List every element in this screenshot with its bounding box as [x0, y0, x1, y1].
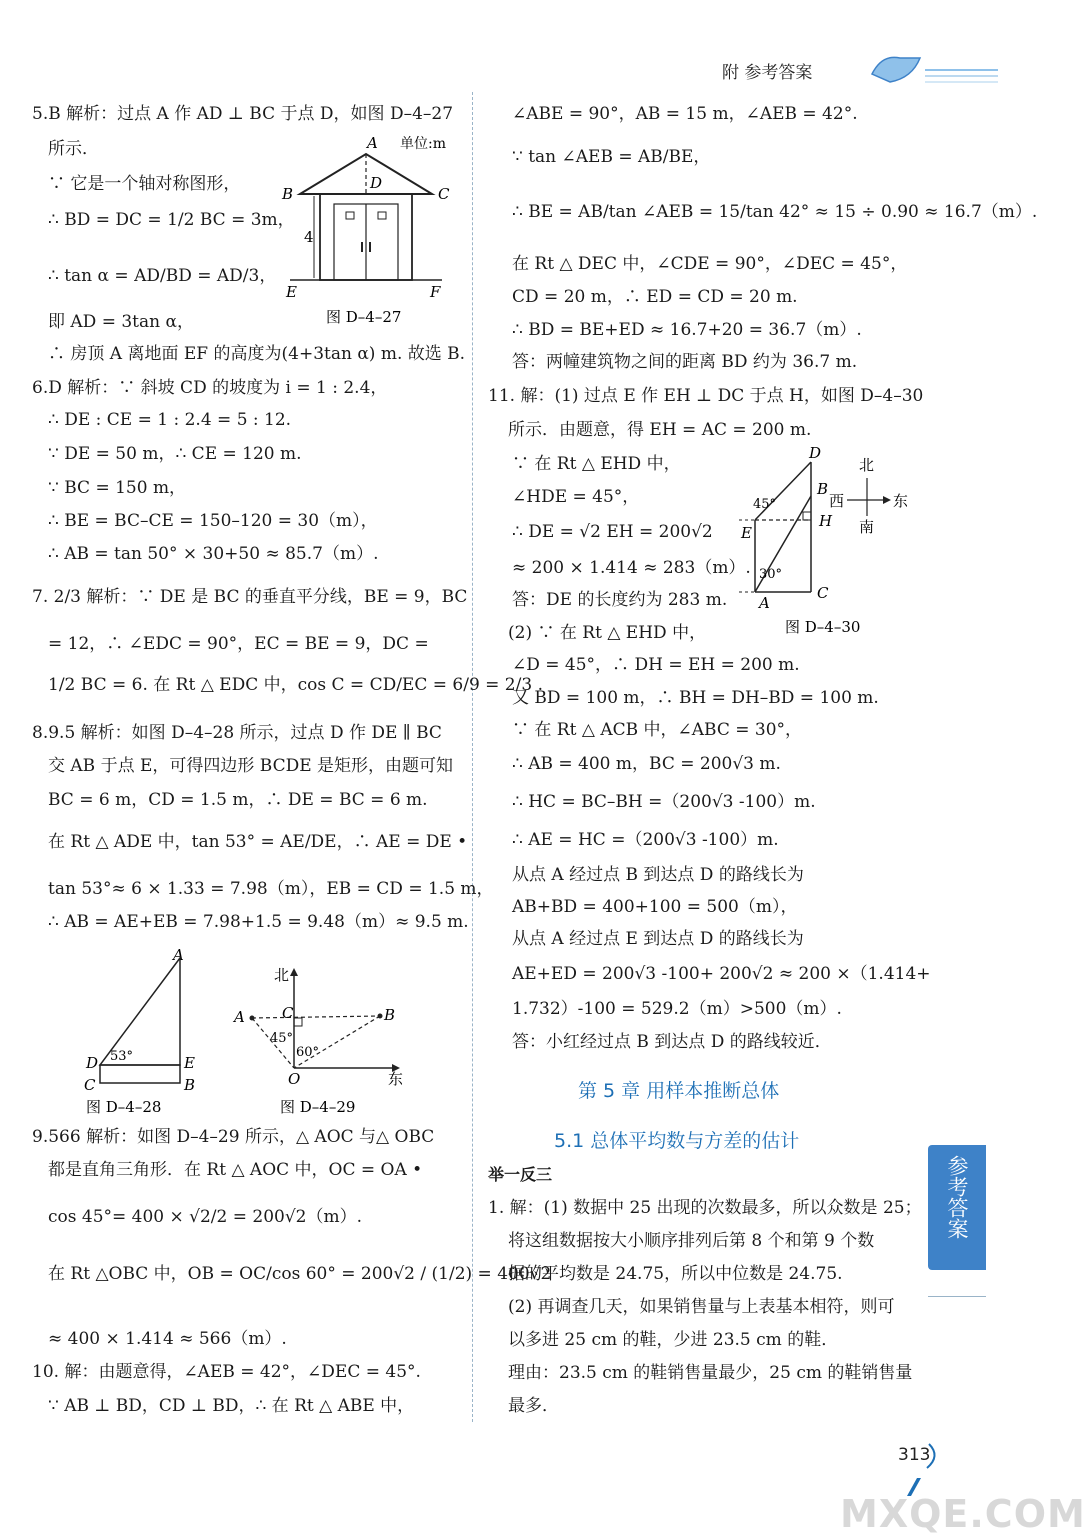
text-line: ∴ AB = AE+EB = 7.98+1.5 = 9.48（m）≈ 9.5 m.: [48, 912, 469, 932]
text-line: 最多．: [508, 1396, 559, 1416]
text-line: 1. 解：(1) 数据中 25 出现的次数最多，所以众数是 25；: [488, 1198, 922, 1218]
text-line: ∵ 在 Rt △ EHD 中，: [512, 454, 681, 474]
fig28-label-a: A: [173, 946, 184, 964]
fig28-angle: 53°: [110, 1049, 134, 1064]
fig28-label-c: C: [84, 1076, 96, 1094]
text-line: 都是直角三角形．在 Rt △ AOC 中，OC = OA •: [48, 1160, 423, 1180]
fig30-label-a: A: [759, 594, 770, 612]
text-line: 1/2 BC = 6. 在 Rt △ EDC 中，cos C = CD/EC = 6/9 = 2/3 .: [48, 675, 543, 695]
text-line: 在 Rt △OBC 中，OB = OC/cos 60° = 200√2 / (1/2) = 400√2: [48, 1264, 552, 1284]
fig27-label-e: E: [286, 283, 297, 301]
fig29-angle60: 60°: [296, 1045, 320, 1060]
text-line: 即 AD = 3tan α，: [48, 312, 194, 332]
fig27-caption: 图 D–4–27: [326, 308, 402, 326]
fig30-label-b: B: [817, 480, 829, 498]
section-title: 5.1 总体平均数与方差的估计: [554, 1130, 800, 1152]
fig29-label-b: B: [384, 1006, 396, 1024]
tab-rule: [928, 1296, 986, 1297]
fig27-label-b: B: [282, 185, 294, 203]
fig27-label-d: D: [370, 174, 383, 192]
text-line: ∴ tan α = AD/BD = AD/3，: [48, 266, 277, 286]
text-line: 将这组数据按大小顺序排列后第 8 个和第 9 个数: [508, 1231, 875, 1251]
fig27-label-f: F: [430, 283, 441, 301]
text-line: 以多进 25 cm 的鞋，少进 23.5 cm 的鞋．: [508, 1330, 839, 1350]
text-line: 所示．: [48, 139, 99, 159]
text-line: 所示．由题意，得 EH = AC = 200 m.: [508, 420, 812, 440]
text-line: ∴ BE = BC–CE = 150–120 = 30（m），: [48, 511, 378, 531]
fig28-caption: 图 D–4–28: [86, 1098, 162, 1116]
watermark: MXQE.COM: [840, 1492, 1086, 1536]
text-line: 又 BD = 100 m，∴ BH = DH–BD = 100 m.: [512, 688, 879, 708]
text-line: ∴ DE = √2 EH = 200√2: [512, 522, 713, 542]
text-line: ∴ HC = BC–BH =（200√3 -100）m.: [512, 792, 816, 812]
text-line: 8.9.5 解析：如图 D–4–28 所示，过点 D 作 DE ∥ BC: [32, 723, 442, 743]
fig29-label-o: O: [288, 1070, 301, 1088]
fig30-label-d: D: [809, 444, 822, 462]
figure-d-4-29: [230, 960, 410, 1120]
text-line: ∠D = 45°，∴ DH = EH = 200 m.: [512, 655, 800, 675]
text-line: ∴ AE = HC =（200√3 -100）m.: [512, 830, 779, 850]
chapter-title: 第 5 章 用样本推断总体: [578, 1080, 780, 1102]
fig28-label-b: B: [184, 1076, 196, 1094]
text-line: ∵ DE = 50 m，∴ CE = 120 m.: [48, 444, 302, 464]
text-line: BC = 6 m，CD = 1.5 m，∴ DE = BC = 6 m.: [48, 790, 428, 810]
text-line: ∵ AB ⊥ BD，CD ⊥ BD，∴ 在 Rt △ ABE 中，: [48, 1396, 415, 1416]
text-line: 在 Rt △ ADE 中，tan 53° = AE/DE，∴ AE = DE •: [48, 832, 468, 852]
text-line: 理由：23.5 cm 的鞋销售量最少，25 cm 的鞋销售量: [508, 1363, 913, 1383]
header-title: 附 参考答案: [722, 63, 813, 83]
text-line: ∵ tan ∠AEB = AB/BE，: [512, 147, 711, 167]
fig28-label-e: E: [184, 1054, 195, 1072]
figure-d-4-28: [80, 940, 230, 1120]
text-line: 答：两幢建筑物之间的距离 BD 约为 36.7 m.: [512, 352, 858, 372]
text-line: cos 45°= 400 × √2/2 = 200√2（m）.: [48, 1207, 363, 1227]
text-line: ∴ BD = DC = 1/2 BC = 3m，: [48, 210, 295, 230]
text-line: 答：小红经过点 B 到达点 D 的路线较近．: [512, 1032, 832, 1052]
fig30-east: 东: [893, 492, 909, 510]
fig30-angle30: 30°: [759, 567, 783, 582]
practice-heading: 举一反三: [488, 1165, 553, 1184]
text-line: 9.566 解析：如图 D–4–29 所示，△ AOC 与△ OBC: [32, 1127, 435, 1147]
header-logo: [850, 48, 1000, 88]
fig30-caption: 图 D–4–30: [785, 618, 861, 636]
fig30-south: 南: [859, 518, 875, 536]
text-line: 答：DE 的长度约为 283 m.: [512, 590, 728, 610]
page-number-swoosh: [895, 1438, 945, 1498]
text-line: 从点 A 经过点 E 到达点 D 的路线长为: [512, 929, 804, 949]
side-tab: [928, 1145, 986, 1270]
fig29-east: 东: [388, 1070, 404, 1088]
text-line: 交 AB 于点 E，可得四边形 BCDE 是矩形，由题可知: [48, 756, 454, 776]
text-line: 7. 2/3 解析：∵ DE 是 BC 的垂直平分线，BE = 9，BC: [32, 587, 468, 607]
text-line: AB+BD = 400+100 = 500（m），: [512, 897, 798, 917]
text-line: (2) 再调查几天，如果销售量与上表基本相符，则可: [508, 1297, 895, 1317]
fig30-north: 北: [859, 456, 875, 474]
fig30-label-e: E: [741, 524, 752, 542]
fig27-label-c: C: [438, 185, 450, 203]
text-line: 5.B 解析：过点 A 作 AD ⊥ BC 于点 D，如图 D–4–27: [32, 104, 454, 124]
text-line: ≈ 200 × 1.414 ≈ 283（m）.: [512, 558, 751, 578]
fig30-west: 西: [829, 492, 845, 510]
text-line: ∵ 它是一个轴对称图形，: [48, 174, 241, 194]
fig29-caption: 图 D–4–29: [280, 1098, 356, 1116]
text-line: 10. 解：由题意得，∠AEB = 42°，∠DEC = 45°.: [32, 1362, 421, 1382]
page-number: 313: [898, 1445, 931, 1465]
figure-d-4-27: [280, 132, 460, 332]
text-line: ∵ 在 Rt △ ACB 中，∠ABC = 30°，: [512, 720, 803, 740]
text-line: ∴ 房顶 A 离地面 EF 的高度为(4+3tan α) m. 故选 B.: [48, 344, 466, 364]
text-line: CD = 20 m，∴ ED = CD = 20 m.: [512, 287, 798, 307]
fig27-unit: 单位:m: [400, 136, 446, 152]
fig29-north: 北: [274, 966, 290, 984]
text-line: ∴ BD = BE+ED ≈ 16.7+20 = 36.7（m）.: [512, 320, 862, 340]
fig29-label-a: A: [234, 1008, 245, 1026]
fig30-label-c: C: [817, 584, 829, 602]
fig27-label-a: A: [367, 134, 378, 152]
text-line: 据的平均数是 24.75，所以中位数是 24.75.: [508, 1264, 843, 1284]
text-line: ∠HDE = 45°，: [512, 487, 640, 507]
side-tab-label: 参考答案: [945, 1155, 969, 1239]
fig28-label-d: D: [86, 1054, 99, 1072]
text-line: ∴ DE : CE = 1 : 2.4 = 5 : 12.: [48, 410, 292, 430]
text-line: 11. 解：(1) 过点 E 作 EH ⊥ DC 于点 H，如图 D–4–30: [488, 386, 924, 406]
text-line: ∵ BC = 150 m，: [48, 478, 187, 498]
text-line: ∴ AB = tan 50° × 30+50 ≈ 85.7（m）.: [48, 544, 379, 564]
text-line: ∴ AB = 400 m，BC = 200√3 m.: [512, 754, 781, 774]
text-line: 6.D 解析：∵ 斜坡 CD 的坡度为 i = 1 : 2.4，: [32, 378, 388, 398]
fig29-angle45: 45°: [270, 1031, 294, 1046]
text-line: ∠ABE = 90°，AB = 15 m，∠AEB = 42°.: [512, 104, 858, 124]
fig29-label-c: C: [282, 1004, 294, 1022]
fig27-height: 4: [304, 228, 314, 246]
fig30-angle45: 45°: [753, 497, 777, 512]
text-line: ≈ 400 × 1.414 ≈ 566（m）.: [48, 1329, 287, 1349]
text-line: tan 53°≈ 6 × 1.33 = 7.98（m），EB = CD = 1.5 m，: [48, 879, 494, 899]
figure-d-4-30: [735, 440, 925, 645]
text-line: (2) ∵ 在 Rt △ EHD 中，: [508, 623, 707, 643]
text-line: = 12，∴ ∠EDC = 90°，EC = BE = 9，DC =: [48, 634, 429, 654]
text-line: 在 Rt △ DEC 中，∠CDE = 90°，∠DEC = 45°，: [512, 254, 908, 274]
text-line: ∴ BE = AB/tan ∠AEB = 15/tan 42° ≈ 15 ÷ 0.90 ≈ 16.7（m）.: [512, 202, 1038, 222]
text-line: 从点 A 经过点 B 到达点 D 的路线长为: [512, 865, 804, 885]
text-line: 1.732）-100 = 529.2（m）>500（m）.: [512, 999, 842, 1019]
text-line: AE+ED = 200√3 -100+ 200√2 ≈ 200 ×（1.414+: [512, 964, 931, 984]
fig30-label-h: H: [819, 512, 833, 530]
column-divider: [472, 92, 473, 1422]
